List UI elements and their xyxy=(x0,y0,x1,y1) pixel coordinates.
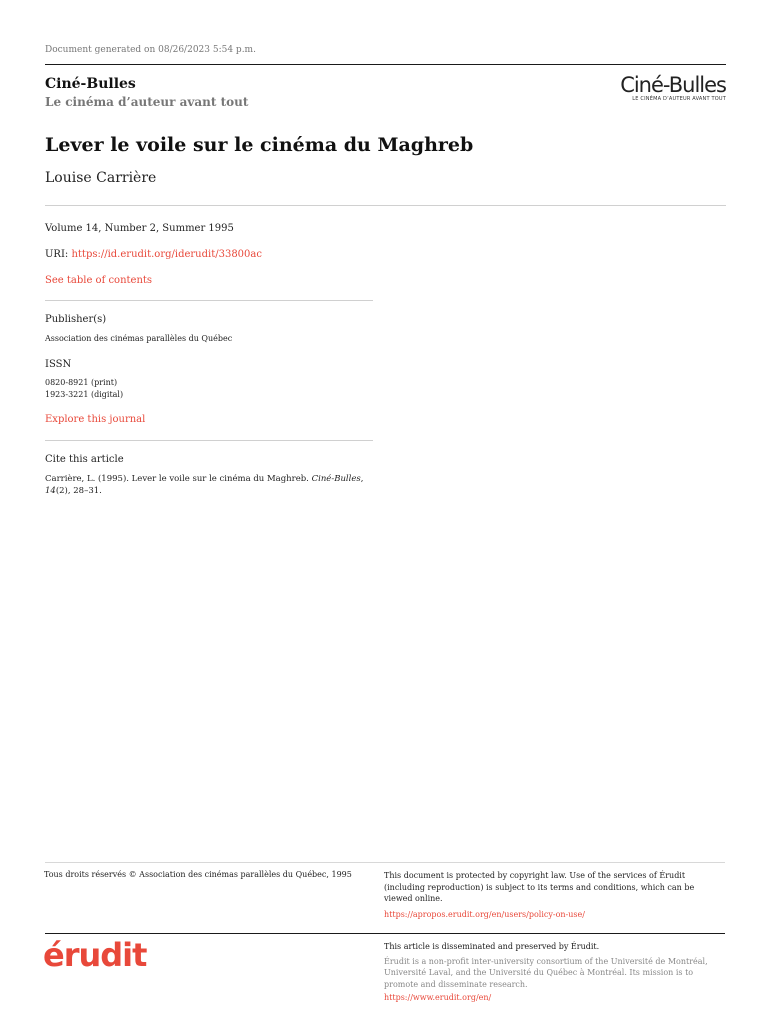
citation-pages: (2), 28–31. xyxy=(55,486,102,496)
citation-text xyxy=(45,473,375,497)
title-divider xyxy=(45,205,726,206)
copyright-notice xyxy=(384,870,714,920)
generated-date: Document generated on 08/26/2023 5:54 p.m. xyxy=(45,45,256,55)
header-divider xyxy=(45,64,726,65)
dissemination-notice xyxy=(384,941,724,1004)
dissemination-title: This article is disseminated and preserved by Érudit. xyxy=(384,942,600,951)
citation-volume: 14 xyxy=(45,486,56,496)
issn-digital: 1923-3221 (digital) xyxy=(45,390,124,399)
section-divider xyxy=(45,440,373,441)
volume-info: Volume 14, Number 2, Summer 1995 xyxy=(45,223,234,234)
erudit-logo: érudit xyxy=(43,936,147,974)
explore-journal-link[interactable]: Explore this journal xyxy=(45,414,146,425)
copyright-text: This document is protected by copyright law. Use of the services of Érudit (including reproduction) is subject to its terms and conditions, which can be viewed online. xyxy=(384,871,695,903)
journal-logo-subtitle: LE CINÉMA D’AUTEUR AVANT TOUT xyxy=(632,96,726,102)
citation-journal: Ciné-Bulles xyxy=(311,474,361,484)
publisher-name: Association des cinémas parallèles du Québec xyxy=(45,334,233,343)
article-title: Lever le voile sur le cinéma du Maghreb xyxy=(45,134,474,156)
uri-link[interactable]: https://id.erudit.org/iderudit/33800ac xyxy=(71,249,262,260)
footer-divider-strong xyxy=(45,933,725,934)
uri-label: URI: xyxy=(45,249,72,260)
citation-main: Carrière, L. (1995). Lever le voile sur le cinéma du Maghreb. xyxy=(45,474,312,484)
policy-link[interactable]: https://apropos.erudit.org/en/users/policy-on-use/ xyxy=(384,909,585,919)
rights-statement: Tous droits réservés © Association des cinémas parallèles du Québec, 1995 xyxy=(44,870,352,879)
article-author: Louise Carrière xyxy=(45,170,157,186)
section-divider xyxy=(45,300,373,301)
issn-print: 0820-8921 (print) xyxy=(45,378,118,387)
journal-tagline: Le cinéma d’auteur avant tout xyxy=(45,95,249,109)
uri-line xyxy=(45,249,262,260)
journal-logo-wordmark: Ciné-Bulles xyxy=(620,73,726,97)
footer-divider xyxy=(45,862,725,863)
dissemination-text: Érudit is a non-profit inter-university consortium of the Université de Montréal, Université Laval, and the Université du Québec à Montréal. Its mission is to promote and disseminate research. xyxy=(384,956,708,989)
cite-label: Cite this article xyxy=(45,454,124,465)
publisher-label: Publisher(s) xyxy=(45,314,107,325)
citation-sep: , xyxy=(360,474,364,484)
journal-name: Ciné-Bulles xyxy=(45,76,136,92)
erudit-link[interactable]: https://www.erudit.org/en/ xyxy=(384,993,492,1002)
issn-label: ISSN xyxy=(45,359,72,370)
toc-link[interactable]: See table of contents xyxy=(45,275,153,286)
journal-logo xyxy=(620,74,726,102)
